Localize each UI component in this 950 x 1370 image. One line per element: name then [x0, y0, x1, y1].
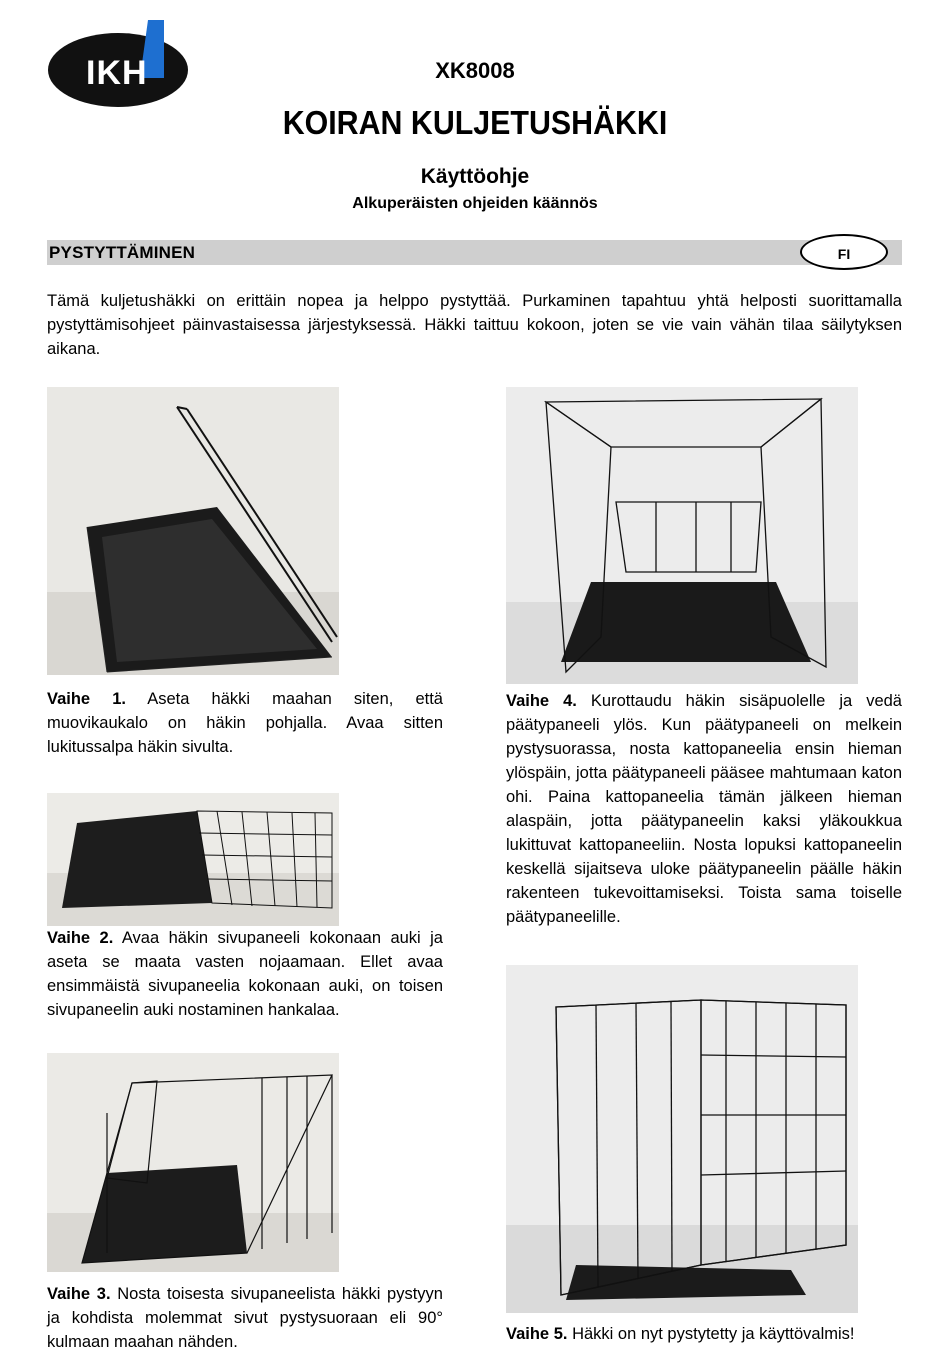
step-3-instructions: Nosta toisesta sivupaneelista häkki pystyyn ja kohdista molemmat sivut pystysuoraan eli 90° kulmaan maahan nähden.: [47, 1285, 443, 1351]
step-1-photo: [47, 387, 339, 675]
step-3-label: Vaihe 3.: [47, 1285, 111, 1303]
cage-end-panel-up-icon: [506, 387, 858, 684]
step-2-label: Vaihe 2.: [47, 929, 114, 947]
step-2-text: [47, 926, 443, 1022]
step-4-instructions: Kurottaudu häkin sisäpuolelle ja vedä päätypaneeli ylös. Kun päätypaneeli on melkein pystysuorassa, nosta kattopaneelia ensin hieman ylöspäin, jotta päätypaneeli pääsee mahtumaan katon ohi. Paina kattopaneelia tämän jälkeen hieman alaspäin, jotta päätypaneelin kaksi yläkoukkua lukittuvat kattopaneeliin. Nosta lopuksi kattopaneelin keskellä sijaitseva uloke päätypaneelin päälle häkin rakenteen tukevoittamiseksi. Toista sama toiselle päätypaneelille.: [506, 692, 902, 926]
model-number: XK8008: [435, 58, 515, 83]
step-3-photo: [47, 1053, 339, 1272]
manual-subtitle: Käyttöohje: [420, 165, 530, 188]
step-4-label: Vaihe 4.: [506, 692, 577, 710]
step-5-label: Vaihe 5.: [506, 1325, 568, 1343]
cage-flat-lid-raised-icon: [47, 387, 339, 675]
step-1-instructions: Aseta häkki maahan siten, että muovikaukalo on häkin pohjalla. Avaa sitten lukitussalpa häkin sivulta.: [47, 690, 443, 756]
step-3-text: [47, 1282, 443, 1354]
cage-side-panel-open-icon: [47, 793, 339, 926]
svg-text:IKH: IKH: [86, 54, 148, 92]
step-5-photo: [506, 965, 858, 1313]
step-1-text: [47, 687, 443, 759]
intro-paragraph: Tämä kuljetushäkki on erittäin nopea ja helppo pystyttää. Purkaminen tapahtuu yhtä helposti suorittamalla pystyttämisohjeet päinvastaisessa järjestyksessä. Häkki taittuu kokoon, joten se vie vain vähän tilaa säilytyksen aikana.: [47, 292, 902, 358]
step-5-text: [506, 1322, 902, 1346]
step-1-label: Vaihe 1.: [47, 690, 126, 708]
cage-assembled-icon: [506, 965, 858, 1313]
cage-sides-raised-icon: [47, 1053, 339, 1272]
step-4-text: [506, 689, 902, 929]
section-title: PYSTYTTÄMINEN: [49, 243, 196, 262]
translation-note: Alkuperäisten ohjeiden käännös: [352, 195, 598, 212]
step-2-instructions: Avaa häkin sivupaneeli kokonaan auki ja aseta se maata vasten nojaamaan. Ellet avaa ensimmäistä sivupaneelia kokonaan auki, on toisen sivupaneelin auki nostaminen hankalaa.: [47, 929, 443, 1019]
step-5-instructions: Häkki on nyt pystytetty ja käyttövalmis!: [572, 1325, 855, 1343]
step-4-photo: [506, 387, 858, 684]
language-badge: FI: [800, 234, 888, 270]
step-2-photo: [47, 793, 339, 926]
page-title: KOIRAN KULJETUSHÄKKI: [282, 104, 668, 141]
